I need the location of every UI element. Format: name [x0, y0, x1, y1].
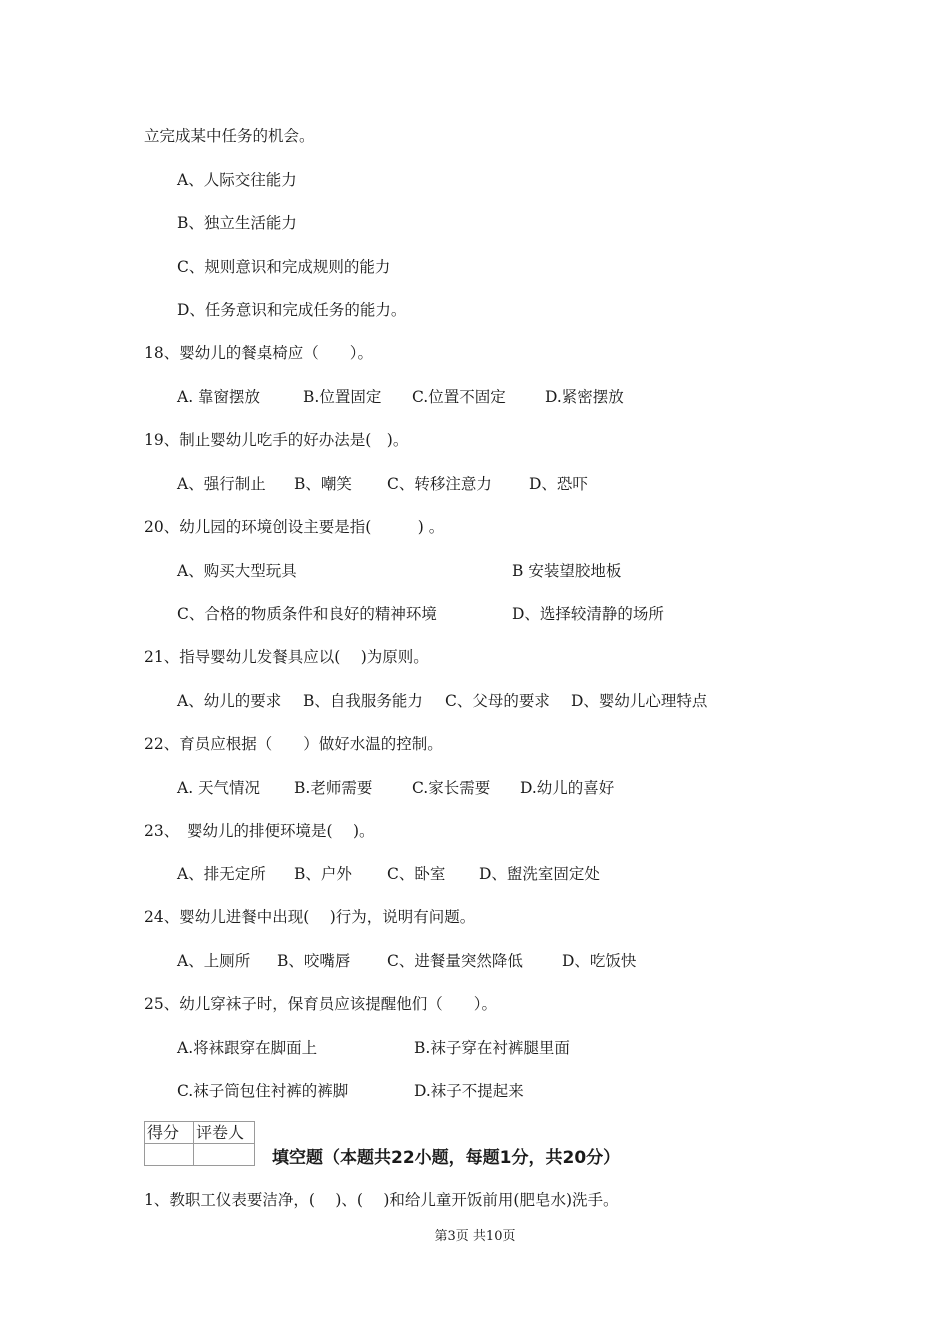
score-label: 得分: [145, 1122, 194, 1144]
q21-option-c: C、父母的要求: [445, 692, 550, 710]
question-19-stem: 19、制止婴幼儿吃手的好办法是( )。: [144, 431, 409, 449]
score-table: [144, 1121, 255, 1166]
grader-cell: [194, 1144, 255, 1166]
q21-option-a: A、幼儿的要求: [177, 692, 282, 710]
q20-option-b: B 安装望胶地板: [512, 562, 622, 580]
q19-option-a: A、强行制止: [177, 475, 266, 493]
q22-option-a: A. 天气情况: [177, 779, 261, 797]
question-21-stem: 21、指导婴幼儿发餐具应以( )为原则。: [144, 648, 429, 666]
question-17-stem-tail: 立完成某中任务的机会。: [144, 127, 315, 145]
q19-option-c: C、转移注意力: [387, 475, 492, 493]
q22-option-d: D.幼儿的喜好: [520, 779, 615, 797]
q23-option-b: B、户外: [294, 865, 352, 883]
question-20-stem: 20、幼儿园的环境创设主要是指( ) 。: [144, 518, 445, 536]
q25-option-d: D.袜子不提起来: [414, 1082, 524, 1100]
question-22-stem: 22、育员应根据（ ）做好水温的控制。: [144, 735, 443, 753]
q19-option-b: B、嘲笑: [294, 475, 352, 493]
q20-option-a: A、购买大型玩具: [177, 562, 297, 580]
q18-option-a: A. 靠窗摆放: [177, 388, 261, 406]
section-title: 填空题（本题共22小题，每题1分，共20分）: [272, 1148, 621, 1168]
question-24-stem: 24、婴幼儿进餐中出现( )行为，说明有问题。: [144, 908, 476, 926]
page-footer: 第3页 共10页: [434, 1229, 516, 1244]
q20-option-c: C、合格的物质条件和良好的精神环境: [177, 605, 437, 623]
q22-option-c: C.家长需要: [412, 779, 491, 797]
q23-option-c: C、卧室: [387, 865, 446, 883]
q25-option-c: C.袜子筒包住衬裤的裤脚: [177, 1082, 349, 1100]
q19-option-d: D、恐吓: [529, 475, 588, 493]
question-23-stem: 23、 婴幼儿的排便环境是( )。: [144, 822, 375, 840]
question-18-stem: 18、婴幼儿的餐桌椅应（ ）。: [144, 344, 373, 362]
q23-option-d: D、盥洗室固定处: [479, 865, 600, 883]
q22-option-b: B.老师需要: [294, 779, 373, 797]
q20-option-d: D、选择较清静的场所: [512, 605, 664, 623]
q21-option-d: D、婴幼儿心理特点: [571, 692, 708, 710]
q17-option-a: A、人际交往能力: [177, 171, 297, 189]
q17-option-b: B、独立生活能力: [177, 214, 297, 232]
q23-option-a: A、排无定所: [177, 865, 266, 883]
q18-option-d: D.紧密摆放: [545, 388, 624, 406]
score-cell: [145, 1144, 194, 1166]
q17-option-d: D、任务意识和完成任务的能力。: [177, 301, 407, 319]
q21-option-b: B、自我服务能力: [303, 692, 423, 710]
q24-option-a: A、上厕所: [177, 952, 251, 970]
q18-option-b: B.位置固定: [303, 388, 382, 406]
q25-option-b: B.袜子穿在衬裤腿里面: [414, 1039, 570, 1057]
grader-label: 评卷人: [194, 1122, 255, 1144]
question-25-stem: 25、幼儿穿袜子时，保育员应该提醒他们（ ）。: [144, 995, 497, 1013]
q17-option-c: C、规则意识和完成规则的能力: [177, 258, 391, 276]
q25-option-a: A.将袜跟穿在脚面上: [177, 1039, 318, 1057]
q24-option-c: C、进餐量突然降低: [387, 952, 523, 970]
q18-option-c: C.位置不固定: [412, 388, 506, 406]
q24-option-d: D、吃饭快: [562, 952, 637, 970]
q24-option-b: B、咬嘴唇: [277, 952, 351, 970]
fill-question-1: 1、教职工仪表要洁净，( )、( )和给儿童开饭前用(肥皂水)洗手。: [144, 1191, 619, 1209]
